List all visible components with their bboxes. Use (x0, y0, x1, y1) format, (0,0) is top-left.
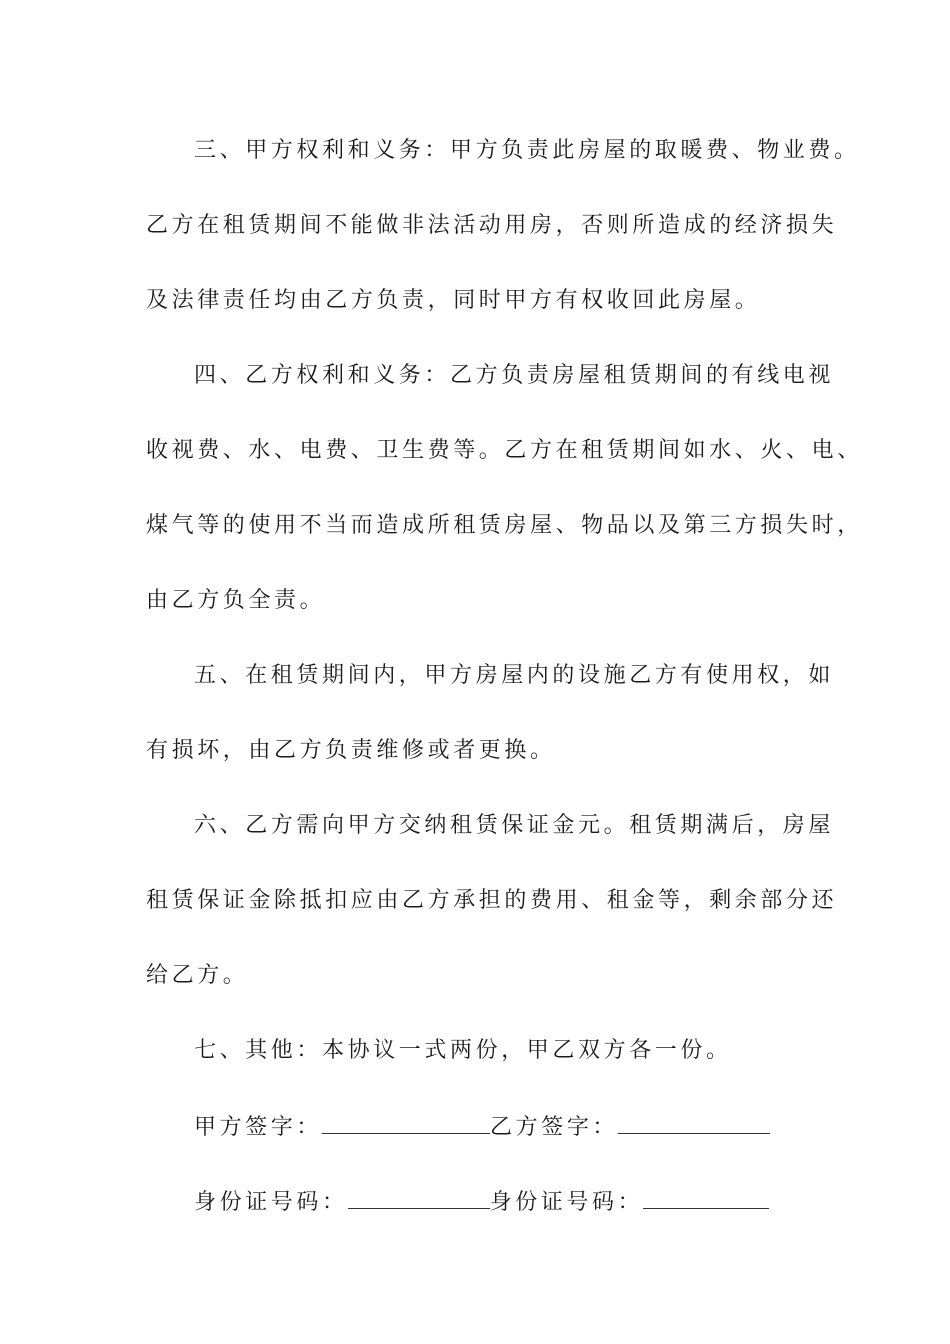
party-b-id-blank[interactable] (643, 1186, 769, 1209)
clause-6-line-2: 租赁保证金除抵扣应由乙方承担的费用、租金等，剩余部分还 (146, 888, 838, 913)
clause-4-line-2: 收视费、水、电费、卫生费等。乙方在租赁期间如水、火、电、 (146, 438, 863, 463)
party-a-sign-label: 甲方签字： (194, 1115, 323, 1140)
clause-5-line-1: 五、在租赁期间内，甲方房屋内的设施乙方有使用权，如 (194, 663, 835, 688)
party-a-id-label: 身份证号码： (194, 1190, 348, 1215)
party-b-sign-label: 乙方签字： (490, 1115, 619, 1140)
party-b-id-label: 身份证号码： (489, 1190, 644, 1215)
signature-row (194, 1111, 770, 1143)
party-b-sign-blank[interactable] (618, 1111, 770, 1134)
clause-4-line-3: 煤气等的使用不当而造成所租赁房屋、物品以及第三方损失时， (146, 513, 863, 538)
clause-6-line-1: 六、乙方需向甲方交纳租赁保证金元。租赁期满后，房屋 (194, 813, 835, 838)
clause-3-line-1: 三、甲方权利和义务：甲方负责此房屋的取暖费、物业费。 (194, 138, 860, 163)
clause-3-line-3: 及法律责任均由乙方负责，同时甲方有权收回此房屋。 (146, 288, 761, 313)
party-a-sign-blank[interactable] (322, 1111, 490, 1134)
clause-4-line-1: 四、乙方权利和义务：乙方负责房屋租赁期间的有线电视 (194, 363, 835, 388)
clause-5-line-2: 有损坏，由乙方负责维修或者更换。 (146, 738, 556, 763)
clause-3-line-2: 乙方在租赁期间不能做非法活动用房，否则所造成的经济损失 (146, 213, 838, 238)
id-number-row (194, 1186, 769, 1218)
clause-7-line-1: 七、其他：本协议一式两份，甲乙双方各一份。 (194, 1038, 732, 1063)
clause-4-line-4: 由乙方负全责。 (146, 588, 326, 613)
party-a-id-blank[interactable] (348, 1186, 490, 1209)
clause-6-line-3: 给乙方。 (146, 963, 249, 988)
